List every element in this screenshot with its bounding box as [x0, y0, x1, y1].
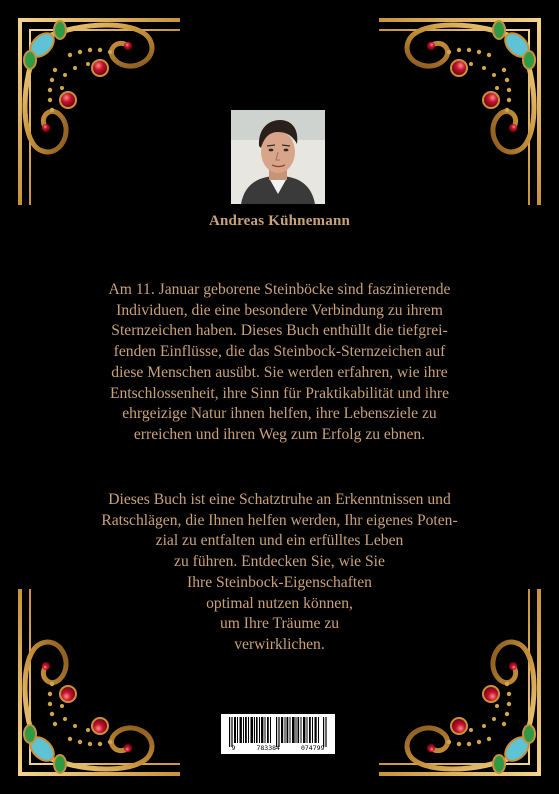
ornament-corner-top-left: [0, 0, 180, 210]
blurb-line: Am 11. Januar geborene Steinböcke sind faszinierende: [108, 281, 451, 298]
blurb-line: zial zu entfalten und ein erfülltes Leben: [155, 532, 404, 550]
blurb-line: Dieses Buch ist eine Schatztruhe an Erkenntnissen und: [108, 491, 451, 508]
blurb-line: Sternzeichen haben. Dieses Buch enthüllt die tiefgrei-: [111, 322, 448, 340]
blurb-paragraph-1: [40, 280, 519, 446]
author-name: Andreas Kühnemann: [208, 213, 351, 229]
blurb-line: Individuen, die eine besondere Verbindung zu ihrem: [116, 301, 443, 319]
blurb-line: optimal nutzen können,: [206, 594, 353, 612]
barcode-digits: [221, 744, 335, 752]
blurb-line: erreichen und ihren Weg zum Erfolg zu ebnen.: [133, 425, 426, 443]
blurb-line: zu führen. Entdecken Sie, wie Sie: [174, 553, 385, 571]
blurb-line: verwirklichen.: [234, 635, 325, 653]
blurb-line: Ihre Steinbock-Eigenschaften: [187, 573, 372, 591]
author-photo: [231, 110, 325, 204]
blurb-line: ehrgeizige Natur ihnen helfen, ihre Lebensziele zu: [122, 405, 437, 423]
barcode-digits-left: 783384: [256, 744, 280, 752]
ornament-corner-top-right: [379, 0, 559, 210]
blurb-line: um Ihre Träume zu: [219, 615, 340, 633]
blurb-line: Entschlossenheit, ihre Sinn für Praktikabilität und ihre: [109, 384, 450, 402]
blurb-line: diese Menschen ausübt. Sie werden erfahren, wie ihre: [111, 363, 448, 381]
barcode-digit-prefix: 9: [231, 744, 236, 752]
blurb-line: Ratschlägen, die Ihnen helfen werden, Ihr eigenes Poten-: [101, 511, 458, 529]
blurb-paragraph-2: [40, 490, 519, 656]
barcode-digits-right: 074799: [300, 744, 325, 752]
blurb-line: fenden Einflüsse, die das Steinbock-Sternzeichen auf: [113, 343, 446, 361]
isbn-barcode: [221, 714, 335, 754]
